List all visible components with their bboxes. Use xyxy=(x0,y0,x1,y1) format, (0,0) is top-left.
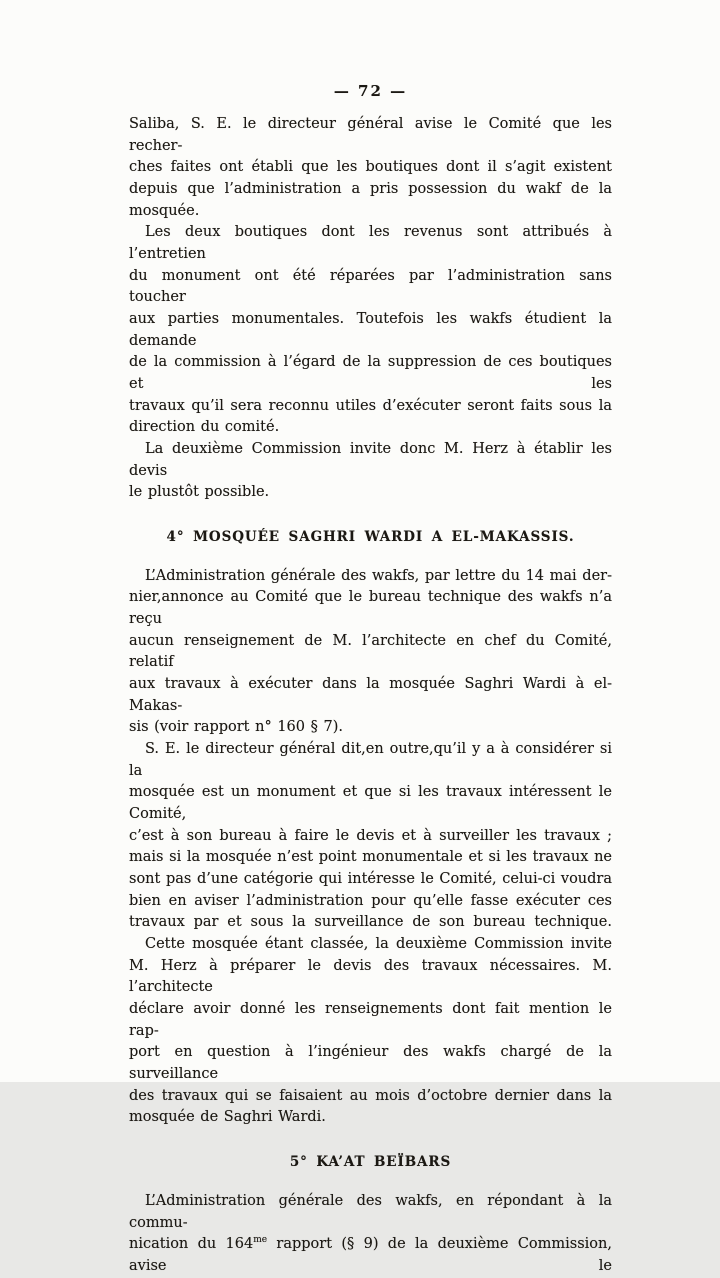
text-block xyxy=(129,82,612,1278)
text-line: port en question à l’ingénieur des wakfs chargé de la surveillance xyxy=(129,1044,612,1082)
text-line: sont pas d’une catégorie qui intéresse le Comité, celui-ci voudra xyxy=(129,871,612,887)
page-number: — 72 — xyxy=(333,82,408,100)
text-line: sis (voir rapport n° 160 § 7). xyxy=(129,719,343,736)
text-line: Les deux boutiques dont les revenus sont attribués à l’entretien xyxy=(129,224,612,262)
text-line: du monument ont été réparées par l’administration sans toucher xyxy=(129,267,612,306)
text-line: S. E. le directeur général dit,en outre,qu’il y a à considérer si la xyxy=(129,741,612,779)
text-line: Cette mosquée étant classée, la deuxième Commission invite xyxy=(145,935,612,952)
text-line: des travaux qui se faisaient au mois d’octobre dernier dans la xyxy=(129,1087,612,1104)
text-line: La deuxième Commission invite donc M. Herz à établir les devis xyxy=(129,440,612,479)
paragraph xyxy=(129,114,612,222)
paragraph xyxy=(129,439,612,504)
text-line: bien en aviser l’administration pour qu’elle fasse exécuter ces xyxy=(129,892,612,909)
paragraph xyxy=(129,739,612,934)
text-line xyxy=(129,1234,612,1277)
text-line: ches faites ont établi que les boutiques dont il s’agit existent xyxy=(129,159,612,176)
paragraph xyxy=(129,566,612,739)
text-line: le plustôt possible. xyxy=(129,484,270,501)
text-line: travaux qu’il sera reconnu utiles d’exécuter seront faits sous la xyxy=(129,397,612,414)
paragraph xyxy=(129,222,612,439)
text-line: de la commission à l’égard de la suppression de ces boutiques et les xyxy=(129,354,612,392)
text-segment: rapport (§ 9) de la deuxième Commission, avise le xyxy=(129,1236,612,1274)
text-line: aux parties monumentales. Toutefois les wakfs étudient la demande xyxy=(129,310,612,349)
text-line: L’Administration générale des wakfs, en répondant à la commu- xyxy=(129,1192,612,1231)
paragraph xyxy=(129,934,612,1129)
text-segment: nication du 164 xyxy=(129,1236,254,1253)
section-heading-kaat-beibars: 5° KA’AT BEÏBARS xyxy=(289,1153,452,1170)
ordinal-superscript: me xyxy=(253,1235,268,1246)
text-line: déclare avoir donné les renseignements dont fait mention le rap- xyxy=(129,1000,612,1039)
text-line: aux travaux à exécuter dans la mosquée Saghri Wardi à el-Makas- xyxy=(129,676,612,714)
text-line: mais si la mosquée n’est point monumentale et si les travaux ne xyxy=(129,849,612,866)
paragraph xyxy=(129,1191,612,1278)
text-line: c’est à son bureau à faire le devis et à surveiller les travaux ; xyxy=(129,827,612,844)
text-line: nier,annonce au Comité que le bureau technique des wakfs n’a reçu xyxy=(129,589,612,628)
text-line: mosquée de Saghri Wardi. xyxy=(129,1109,326,1126)
text-line: depuis que l’administration a pris possession du wakf de la mosquée. xyxy=(129,180,612,219)
text-line: Saliba, S. E. le directeur général avise le Comité que les recher- xyxy=(129,116,612,154)
text-line: M. Herz à préparer le devis des travaux nécessaires. M. l’architecte xyxy=(129,957,612,996)
text-line: travaux par et sous la surveillance de son bureau technique. xyxy=(129,914,612,931)
text-line: L’Administration générale des wakfs, par lettre du 14 mai der- xyxy=(145,567,612,584)
text-line: direction du comité. xyxy=(129,419,280,436)
section-heading-mosquee-saghri-wardi: 4° MOSQUÉE SAGHRI WARDI A EL-MAKASSIS. xyxy=(166,528,575,545)
text-line: aucun renseignement de M. l’architecte en chef du Comité, relatif xyxy=(129,632,612,671)
text-line: mosquée est un monument et que si les travaux intéressent le Comité, xyxy=(129,784,612,823)
